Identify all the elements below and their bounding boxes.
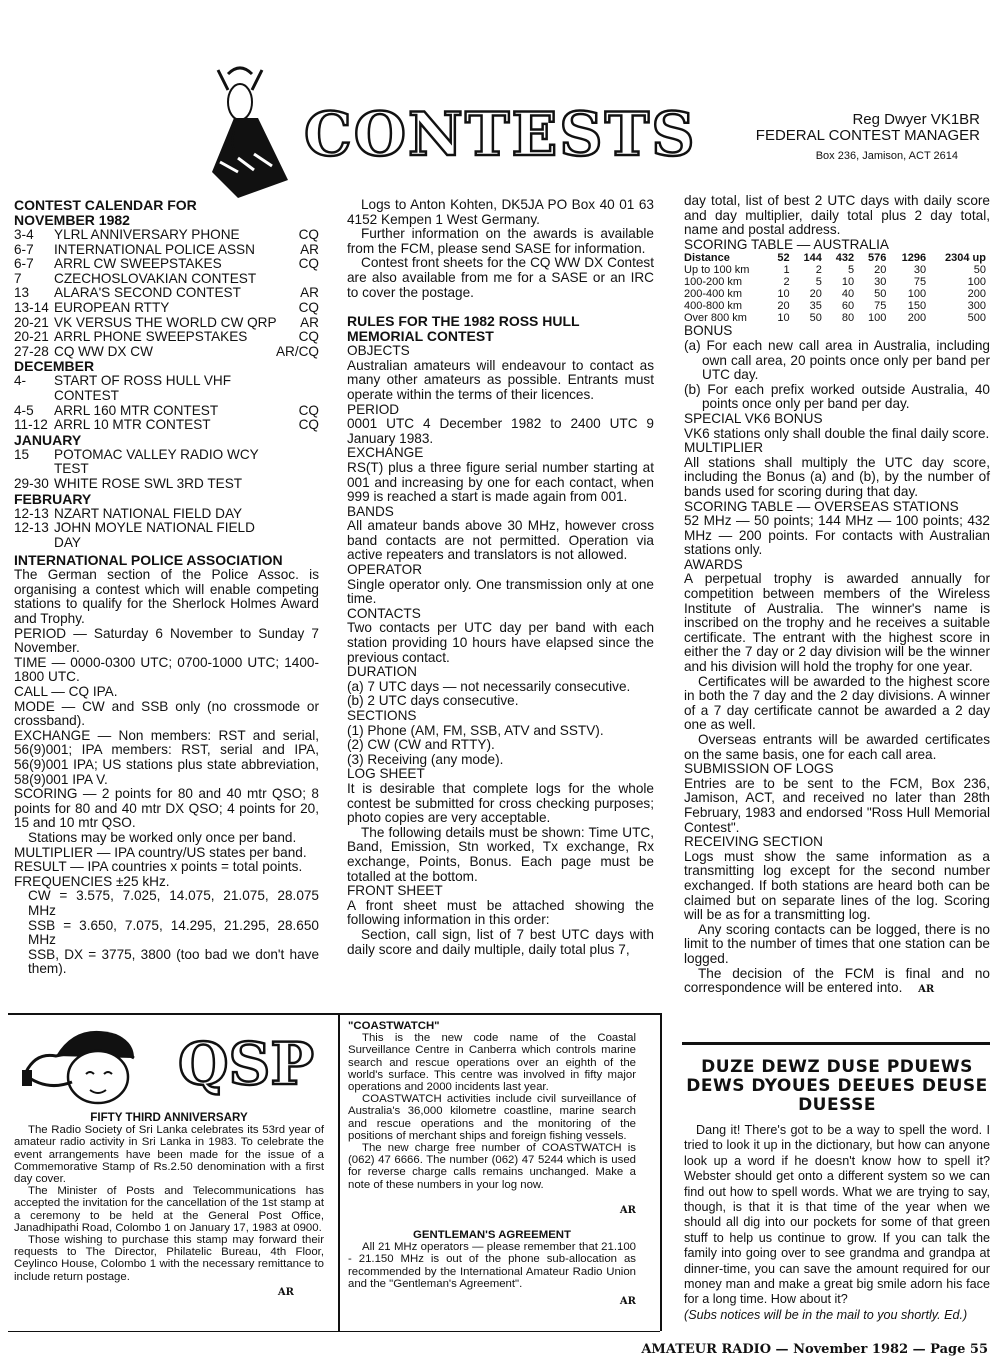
table-cell: 20: [809, 288, 822, 301]
ar-mark: AR: [619, 1296, 636, 1308]
calendar-date: 6-7: [14, 256, 34, 272]
table-header: 52: [777, 252, 790, 265]
table-header: 432: [835, 252, 855, 265]
table-cell: 20: [874, 264, 887, 277]
calendar-name: ARRL PHONE SWEEPSTAKES: [54, 329, 248, 345]
table-cell: 35: [809, 300, 822, 313]
table-cell: 50: [874, 288, 887, 301]
calendar-row: [14, 448, 319, 477]
section-text: Overseas entrants will be awarded certificates on the same basis, one for each call area.: [684, 732, 990, 762]
section-text: Any scoring contacts can be logged, there is no limit to the number of times that one station can be logged.: [684, 921, 990, 966]
section-label: BANDS: [347, 503, 394, 519]
table-cell: Up to 100 km: [684, 264, 750, 277]
table-cell: 150: [907, 300, 927, 313]
calendar-date: 20-21: [14, 314, 49, 330]
calendar-source: [285, 272, 319, 287]
coastwatch-para: COASTWATCH activities include civil surveillance of Australia's 36,000 kilometre coastline, marine search and rescue operations and the monitoring of the positions of merchant ships and foreign fishing vessels.: [348, 1093, 636, 1142]
ipa-para: The German section of the Police Assoc. is organising a contest which will enable competing stations to qualify for the Sherlock Holmes Award and Trophy.: [14, 567, 319, 627]
calendar-source: [285, 448, 319, 477]
table-cell: 2: [783, 276, 790, 289]
calendar-date: 3-4: [14, 227, 34, 242]
calendar-date: 4-: [14, 373, 27, 389]
table-cell: 500: [967, 312, 986, 325]
duze-article: [684, 1058, 990, 1323]
calendar-name: ARRL 160 MTR CONTEST: [54, 402, 219, 418]
section-text: (a) For each new call area in Australia, including own call area, 20 points once only per band per UTC day.: [684, 337, 990, 383]
duze-heading: DUZE DEWZ DUSE PDUEWS DEWS DYOUES DEEUES DEUSE DUESSE: [686, 1057, 988, 1115]
section-label: OBJECTS: [347, 343, 410, 359]
calendar-name: ARRL CW SWEEPSTAKES: [54, 256, 222, 272]
table-cell: 100: [868, 312, 887, 325]
ar-mark: AR: [277, 1286, 294, 1298]
qsp-title: QSP: [178, 1030, 315, 1098]
table-cell: 10: [841, 276, 855, 289]
calendar-source: AR: [300, 241, 319, 257]
calendar-row: [14, 418, 319, 433]
section-text: Section, call sign, list of 7 best UTC days with daily score and daily multiple, daily total plus 7,: [347, 926, 654, 957]
table-cell: 200-400 km: [684, 288, 743, 301]
duze-body: Dang it! There's got to be a way to spell the word. I tried to look it up in the dictionary, but how can anyone look up a word if he doesn't know how to spell it? Webster should get onto a different system so we can find out how to spell words. What we are trying to say, though, is that it is that time of the year when we should all dig into our pockets for some of that green stuff to help us continue to grow. If you can talk the family into going over to see grandma and grandpa at dinner-time, you can save the amount required for our money man and make a great big smile adorn his face for a long time. How about it?: [684, 1123, 990, 1307]
final-text: The decision of the FCM is final and no correspondence will be entered into.: [684, 965, 990, 996]
intro-para: Further information on the awards is available from the FCM, please send SASE for information.: [347, 226, 654, 256]
calendar-date: 12-13: [14, 505, 49, 521]
manager-name: Reg Dwyer VK1BR: [852, 111, 980, 128]
ipa-para: FREQUENCIES ±25 kHz.: [14, 873, 170, 889]
section-text: It is desirable that complete logs for the whole contest be submitted for cross checking purposes; photo copies are very acceptable.: [347, 780, 654, 826]
section-text: Australian amateurs will endeavour to contact as many other amateurs as possible. Entrants must operate within the terms of their licences.: [347, 357, 654, 402]
divider-line: [682, 1042, 990, 1045]
page-title: CONTESTS: [304, 100, 697, 170]
ipa-para: SCORING — 2 points for 80 and 40 mtr QSO; 8 points for 80 and 40 mtr DX QSO; 4 points for 20, 15 and 10 mtr QSO.: [14, 786, 319, 831]
february-list: [14, 507, 319, 551]
table-cell: 400-800 km: [684, 300, 743, 313]
table-cell: 30: [913, 264, 927, 277]
coastwatch-para: This is the new code name of the Coastal Surveillance Centre in Canberra which controls marine search and rescue operations over an eighth of the world's surface. This centre was involved in fifty major operations and 2000 incidents last year.: [348, 1032, 636, 1094]
calendar-date: 29-30: [14, 475, 49, 491]
calendar-source: [285, 507, 319, 522]
section-text: (b) For each prefix worked outside Australia, 40 points once only per band per day.: [684, 381, 990, 412]
section-text: Single operator only. One transmission only at one time.: [347, 576, 654, 607]
calendar-row: [14, 243, 319, 258]
calendar-source: [285, 374, 319, 403]
column-1: [14, 198, 319, 977]
ar-mark: AR: [619, 1204, 636, 1216]
calendar-date: 13: [14, 285, 30, 301]
section-label: SCORING TABLE — AUSTRALIA: [684, 236, 889, 252]
calendar-row: [14, 301, 319, 316]
section-label: OPERATOR: [347, 562, 423, 578]
calendar-name: ARRL 10 MTR CONTEST: [54, 417, 211, 433]
calendar-date: 15: [14, 446, 30, 462]
section-text: 52 MHz — 50 points; 144 MHz — 100 points; 432 MHz — 200 points. For contacts with Australian stations only.: [684, 513, 990, 558]
ipa-para: TIME — 0000-0300 UTC; 0700-1000 UTC; 1400-1800 UTC.: [14, 654, 319, 685]
section-label: LOG SHEET: [347, 766, 425, 782]
calendar-row: [14, 316, 319, 331]
calendar-row: [14, 374, 319, 403]
table-row: [684, 264, 990, 276]
calendar-name: WHITE ROSE SWL 3RD TEST: [54, 475, 243, 491]
december-list: [14, 374, 319, 432]
qsp-para: The Radio Society of Sri Lanka celebrates its 53rd year of amateur radio activity in Sri Lanka in 1983. To celebrate the event arrangements have been made for the issue of a Commemorative Stamp of Rs.2.50 denomination with a first day cover.: [14, 1124, 324, 1186]
intro-para: Contest front sheets for the CQ WW DX Contest are also available from me for a SASE or an IRC to cover the postage.: [347, 255, 654, 300]
calendar-source: CQ: [298, 227, 319, 242]
coastwatch-article: [348, 1020, 636, 1308]
freq-line: SSB = 3.650, 7.075, 14.295, 21.295, 28.650 MHz: [28, 917, 319, 948]
ipa-para: RESULT — IPA countries x points = total points.: [14, 859, 303, 875]
section-label: SPECIAL VK6 BONUS: [684, 410, 823, 426]
section-text: The following details must be shown: Time UTC, Band, Emission, Stn worked, Tx exchange, Rx exchange, Points, Bonus. Each page must be totalled at the bottom.: [347, 824, 654, 884]
calendar-name: CQ WW DX CW: [54, 343, 153, 359]
calendar-source: AR/CQ: [275, 343, 319, 359]
duze-note: (Subs notices will be in the mail to you shortly. Ed.): [684, 1307, 968, 1322]
table-row: [684, 300, 990, 312]
january-list: [14, 448, 319, 492]
section-text: (2) CW (CW and RTTY).: [347, 737, 495, 753]
section-text: Entries are to be sent to the FCM, Box 236, Jamison, ACT, and received no later than 28th February, 1983 and endorsed "Ross Hull Memorial Contest".: [684, 775, 990, 835]
section-label: SCORING TABLE — OVERSEAS STATIONS: [684, 498, 959, 514]
table-header: 2304 up: [945, 252, 986, 265]
page-footer: AMATEUR RADIO — November 1982 — Page 55: [641, 1342, 988, 1357]
calendar-source: CQ: [298, 299, 319, 315]
calendar-row: [14, 286, 319, 301]
calendar-source: AR: [300, 285, 319, 301]
freq-line: SSB, DX = 3775, 3800 (too bad we don't have them).: [28, 946, 319, 977]
table-row: [684, 288, 990, 300]
calendar-row: [14, 521, 319, 550]
cartoon-figure-icon: [198, 62, 308, 202]
section-text: A perpetual trophy is awarded annually for competition between members of the Wireless Institute of Australia. The winner's name is inscribed on the trophy and he receives a suitable certificate. The entrant with the highest score in either the 7 day or 2 day division will be the winner and his division will hold the trophy for one year.: [684, 571, 990, 675]
calendar-row: [14, 272, 319, 287]
calendar-source: [285, 477, 319, 492]
calendar-date: 12-13: [14, 520, 49, 536]
section-label: AWARDS: [684, 556, 743, 572]
section-text: (b) 2 UTC days consecutive.: [347, 693, 519, 709]
section-label: RECEIVING SECTION: [684, 834, 823, 850]
table-cell: 80: [841, 312, 855, 325]
ipa-para: PERIOD — Saturday 6 November to Sunday 7 November.: [14, 625, 319, 656]
table-cell: 30: [874, 276, 887, 289]
calendar-row: [14, 477, 319, 492]
calendar-source: CQ: [298, 256, 319, 272]
table-cell: 200: [907, 312, 927, 325]
table-header: 144: [803, 252, 822, 265]
calendar-name: VK VERSUS THE WORLD CW QRP: [54, 314, 277, 330]
section-text: Certificates will be awarded to the highest score in both the 7 day and the 2 day divisions. A winner of a 7 day certificate cannot be awarded a 2 day one as well.: [684, 673, 990, 733]
table-cell: 5: [848, 264, 855, 277]
calendar-row: [14, 257, 319, 272]
section-text: [684, 967, 990, 998]
calendar-row: [14, 345, 319, 360]
calendar-name: NZART NATIONAL FIELD DAY: [54, 505, 243, 521]
cartoon-boy-icon: [16, 1022, 156, 1112]
section-text: VK6 stations only shall double the final daily score.: [684, 425, 990, 441]
calendar-name: EUROPEAN RTTY: [54, 299, 170, 315]
section-text: A front sheet must be attached showing the following information in this order:: [347, 897, 654, 928]
ipa-para: Stations may be worked only once per band.: [28, 829, 297, 845]
calendar-name: CZECHOSLOVAKIAN CONTEST: [54, 270, 257, 286]
table-cell: 100: [967, 276, 986, 289]
table-cell: 2: [815, 264, 822, 277]
ipa-para: EXCHANGE — Non members: RST and serial, 56(9)001; IPA members: RST, serial and IPA, 56(9)001 IPA; US stations plus state abbreviation, 58(9)001 IPA V.: [14, 727, 319, 787]
section-label: FRONT SHEET: [347, 883, 443, 899]
divider-line: [8, 1331, 660, 1332]
calendar-row: [14, 228, 319, 243]
ipa-para: MULTIPLIER — IPA country/US states per band.: [14, 844, 307, 860]
table-cell: 50: [973, 264, 986, 277]
calendar-source: CQ: [298, 329, 319, 345]
manager-title: FEDERAL CONTEST MANAGER: [755, 127, 980, 144]
table-cell: 10: [777, 312, 790, 325]
coastwatch-para: The new charge free number of COASTWATCH is (062) 47 6666. The number (062) 47 5244 which is used for reverse charge calls remains unchanged. Make a note of these numbers in your log now.: [348, 1142, 636, 1191]
section-text: Logs must show the same information as a transmitting log except for the second number exchanged. If both stations are heard both can be claimed but on separate lines of the log. Scoring will be as for a transmitting log.: [684, 848, 990, 923]
november-list: [14, 228, 319, 359]
table-cell: 20: [777, 300, 790, 313]
qsp-para: Those wishing to purchase this stamp may forward their requests to The Director, Philatelic Bureau, 4th Floor, Ceylinco House, Colombo 1 with the necessary remittance to include return postage.: [14, 1234, 324, 1283]
january-label: JANUARY: [14, 431, 82, 448]
calendar-row: [14, 507, 319, 522]
table-row: [684, 276, 990, 288]
table-cell: 5: [815, 276, 822, 289]
section-label: DURATION: [347, 664, 417, 680]
december-label: DECEMBER: [14, 358, 95, 375]
section-text: (3) Receiving (any mode).: [347, 751, 504, 767]
calendar-name: INTERNATIONAL POLICE ASSN: [54, 241, 255, 257]
table-cell: 100-200 km: [684, 276, 743, 289]
manager-address: Box 236, Jamison, ACT 2614: [815, 150, 958, 162]
section-label: SUBMISSION OF LOGS: [684, 761, 834, 777]
table-cell: 1: [783, 264, 790, 277]
section-text: All amateur bands above 30 MHz, however cross band contacts are not permitted. Operation via active repeaters and translators is not allowed.: [347, 518, 654, 563]
ipa-para: CALL — CQ IPA.: [14, 684, 118, 700]
section-text: (a) 7 UTC days — not necessarily consecutive.: [347, 678, 631, 694]
calendar-date: 7: [14, 270, 22, 286]
section-text: 0001 UTC 4 December 1982 to 2400 UTC 9 January 1983.: [347, 416, 654, 446]
calendar-row: [14, 330, 319, 345]
table-cell: 75: [913, 276, 927, 289]
section-label: MULTIPLIER: [684, 440, 764, 456]
section-text: day total, list of best 2 UTC days with daily score and day multiplier, daily total plus 2 day total, name and postal address.: [684, 193, 990, 238]
table-header: 1296: [901, 252, 927, 265]
table-header: Distance: [684, 252, 730, 265]
calendar-date: 27-28: [14, 343, 49, 359]
table-cell: 75: [874, 300, 887, 313]
column-2: [347, 198, 654, 957]
calendar-source: CQ: [298, 417, 319, 433]
table-cell: 300: [967, 300, 986, 313]
intro-para: Logs to Anton Kohten, DK5JA PO Box 40 01 63 4152 Kempen 1 West Germany.: [347, 197, 654, 227]
calendar-date: 13-14: [14, 299, 49, 315]
section-label: PERIOD: [347, 401, 400, 417]
section-text: RS(T) plus a three figure serial number starting at 001 and increasing by one for each contact, when 999 is reached a start is made again from 001.: [347, 459, 654, 505]
calendar-source: AR: [300, 314, 319, 330]
table-cell: 40: [841, 288, 855, 301]
qsp-heading: FIFTY THIRD ANNIVERSARY: [90, 1111, 248, 1124]
calendar-name: YLRL ANNIVERSARY PHONE: [54, 227, 240, 242]
calendar-source: [285, 521, 319, 550]
ar-mark: AR: [918, 984, 935, 996]
calendar-source: CQ: [298, 402, 319, 418]
qsp-article: [14, 1112, 324, 1299]
ipa-para: MODE — CW and SSB only (no crossmode or crossband).: [14, 698, 319, 729]
section-text: All stations shall multiply the UTC day score, including the Bonus (a) and (b), by the number of bands used for scoring during that day.: [684, 454, 990, 499]
coastwatch-heading: "COASTWATCH": [348, 1020, 440, 1032]
freq-line: CW = 3.575, 7.025, 14.075, 21.075, 28.075 MHz: [28, 888, 319, 918]
table-cell: 100: [907, 288, 927, 301]
section-text: Two contacts per UTC day per band with each station providing 10 hours have elapsed since the previous contact.: [347, 620, 654, 665]
calendar-name: POTOMAC VALLEY RADIO WCY TEST: [54, 446, 259, 477]
divider-line: [8, 1013, 660, 1015]
ipa-heading: INTERNATIONAL POLICE ASSOCIATION: [14, 552, 283, 569]
divider-line: [660, 1013, 662, 1331]
gent-heading: GENTLEMAN'S AGREEMENT: [413, 1229, 571, 1242]
gent-para: All 21 MHz operators — please remember that 21.100 - 21.150 MHz is out of the phone sub-allocation as recommended by the International Amateur Radio Union and the "Gentleman's Agreement".: [348, 1241, 636, 1290]
scoring-table: [684, 252, 990, 324]
calendar-name: ALARA'S SECOND CONTEST: [54, 285, 241, 301]
calendar-date: 11-12: [14, 417, 48, 433]
table-cell: 10: [777, 288, 790, 301]
calendar-row: [14, 404, 319, 419]
table-cell: 60: [841, 300, 855, 313]
section-label: BONUS: [684, 323, 733, 339]
calendar-name: JOHN MOYLE NATIONAL FIELD DAY: [54, 520, 255, 550]
qsp-para: The Minister of Posts and Telecommunications has accepted the invitation for the cancellation of the 1st stamp at a ceremony to be held at the General Post Office, Janadhipathi Road, Colombo 1 on January 17, 1983 at 0900.: [14, 1185, 324, 1234]
divider-line: [338, 1013, 340, 1331]
calendar-name: START OF ROSS HULL VHF CONTEST: [54, 373, 232, 403]
section-label: CONTACTS: [347, 605, 421, 621]
manager-block: [740, 112, 980, 164]
section-label: SECTIONS: [347, 708, 417, 723]
calendar-date: 4-5: [14, 402, 34, 418]
rules-heading: RULES FOR THE 1982 ROSS HULL MEMORIAL CONTEST: [347, 313, 580, 345]
calendar-title: CONTEST CALENDAR FOR: [14, 197, 197, 213]
table-cell: 50: [809, 312, 822, 325]
calendar-subtitle: NOVEMBER 1982: [14, 212, 130, 228]
calendar-date: 20-21: [14, 329, 49, 345]
table-cell: Over 800 km: [684, 312, 747, 325]
calendar-date: 6-7: [14, 241, 34, 257]
section-text: (1) Phone (AM, FM, SSB, ATV and SSTV).: [347, 722, 604, 738]
column-3: [684, 194, 990, 998]
table-cell: 200: [967, 288, 986, 301]
section-label: EXCHANGE: [347, 445, 424, 461]
february-label: FEBRUARY: [14, 490, 92, 507]
table-header: 576: [868, 252, 887, 265]
